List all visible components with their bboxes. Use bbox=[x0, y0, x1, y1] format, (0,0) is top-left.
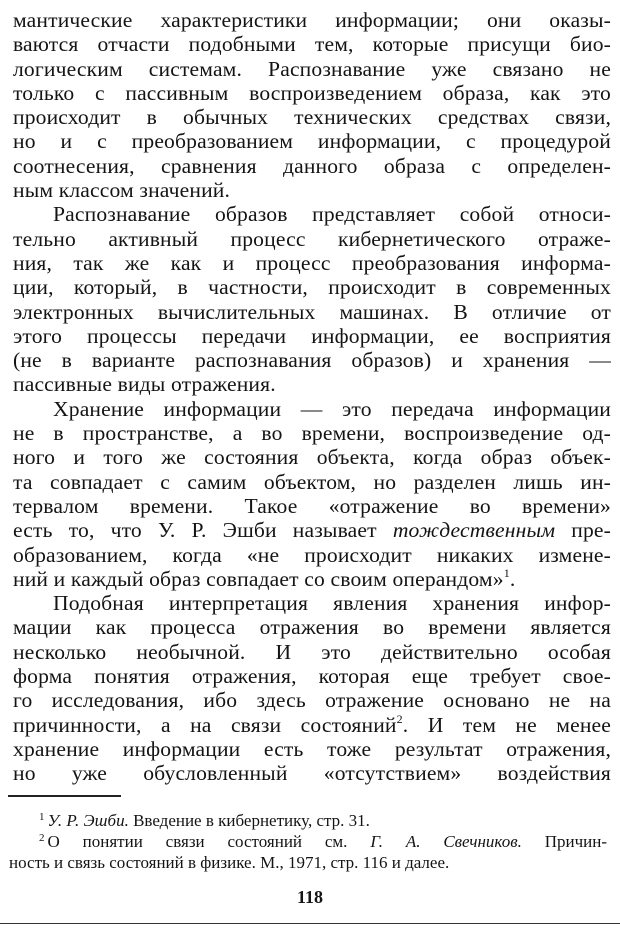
text-line: Распознавание образов представляет собой относи- bbox=[53, 202, 611, 227]
text-line: несколько необычной. И это действительно особая bbox=[13, 639, 611, 664]
footnote-1 bbox=[9, 810, 607, 831]
text-line: ния, так же как и процесс преобразования информа- bbox=[13, 250, 611, 275]
paragraph-3 bbox=[13, 397, 611, 591]
footnote-ref-1[interactable]: 1 bbox=[503, 565, 510, 580]
text-line: ции, который, в частности, происходит в современных bbox=[13, 275, 611, 300]
footnote-divider bbox=[8, 795, 121, 797]
text-line: но уже обусловленный «отсутствием» воздействия bbox=[13, 761, 611, 786]
text-line: происходит в обычных технических средствах связи, bbox=[13, 105, 611, 130]
text-line: го исследования, ибо здесь отражение основано не на bbox=[13, 688, 611, 713]
text-line: не в пространстве, а во времени, воспроизведение од- bbox=[13, 421, 611, 446]
body-text bbox=[13, 8, 611, 786]
text-line: пассивные виды отражения. bbox=[13, 372, 276, 397]
paragraph-4 bbox=[13, 591, 611, 785]
text-line: ного и того же состояния объекта, когда образ объек- bbox=[13, 445, 611, 470]
text-line: образованием, когда «не происходит никаких измене- bbox=[13, 542, 611, 567]
text-line: Хранение информации — это передача информации bbox=[53, 396, 611, 421]
footnote-author: У. Р. Эшби. bbox=[47, 811, 129, 830]
text-line: ваются отчасти подобными тем, которые присущи био- bbox=[13, 32, 611, 57]
paragraph-1 bbox=[13, 8, 611, 202]
text-segment: . И тем не менее bbox=[402, 712, 611, 737]
text-line: тельно активный процесс кибернетического отраже- bbox=[13, 226, 611, 251]
text-line: тервалом времени. Такое «отражение во времени» bbox=[13, 493, 611, 518]
text-line: соотнесения, сравнения данного образа с определен- bbox=[13, 153, 611, 178]
text-line: ным классом значений. bbox=[13, 178, 231, 203]
italic-term: тождественным bbox=[392, 518, 556, 543]
text-line bbox=[13, 713, 611, 737]
footnote-2 bbox=[9, 831, 607, 852]
period: . bbox=[509, 566, 516, 591]
text-line: (не в варианте распознавания образов) и хранения — bbox=[13, 348, 611, 373]
page-number: 118 bbox=[296, 887, 323, 907]
text-line: логическим системам. Распознавание уже связано не bbox=[13, 56, 611, 81]
text-segment: ний и каждый образ совпадает со своим операндом» bbox=[13, 566, 504, 591]
text-line bbox=[13, 518, 611, 542]
text-line: форма понятия отражения, которая еще требует свое- bbox=[13, 664, 611, 689]
page-bottom-edge bbox=[0, 923, 620, 924]
text-segment: причинности, а на связи состояний bbox=[13, 712, 397, 737]
text-line: этого процессы передачи информации, ее восприятия bbox=[13, 323, 611, 348]
footnote-text: Введение в кибернетику, стр. 31. bbox=[128, 811, 370, 830]
footnotes bbox=[9, 810, 607, 873]
text-line: мации как процесса отражения во времени является bbox=[13, 615, 611, 640]
text-line: та совпадает с самим объектом, но разделен лишь ин- bbox=[13, 469, 611, 494]
text-line bbox=[13, 567, 611, 591]
text-line: электронных вычислительных машинах. В отличие от bbox=[13, 299, 611, 324]
text-line: Подобная интерпретация явления хранения инфор- bbox=[53, 591, 611, 616]
footnote-2-continued: ность и связь состояний в физике. М., 1971, стр. 116 и далее. bbox=[9, 853, 450, 872]
footnote-number: 1 bbox=[39, 811, 45, 823]
footnote-ref-2[interactable]: 2 bbox=[396, 711, 403, 726]
footnote-author: Г. А. Свечников. bbox=[370, 832, 522, 851]
text-segment: есть то, что У. Р. Эшби называет bbox=[13, 518, 393, 543]
footnote-text: О понятии связи состояний см. bbox=[47, 832, 371, 851]
text-segment: пре- bbox=[555, 518, 611, 543]
text-line: хранение информации есть тоже результат отражения, bbox=[13, 736, 611, 761]
footnote-number: 2 bbox=[39, 832, 45, 844]
text-line: мантические характеристики информации; они оказы- bbox=[13, 8, 611, 32]
text-line: но и с преобразованием информации, с процедурой bbox=[13, 129, 611, 154]
footnote-text: Причин- bbox=[521, 832, 608, 851]
text-line: только с пассивным воспроизведением образа, как это bbox=[13, 80, 611, 105]
paragraph-2 bbox=[13, 202, 611, 396]
